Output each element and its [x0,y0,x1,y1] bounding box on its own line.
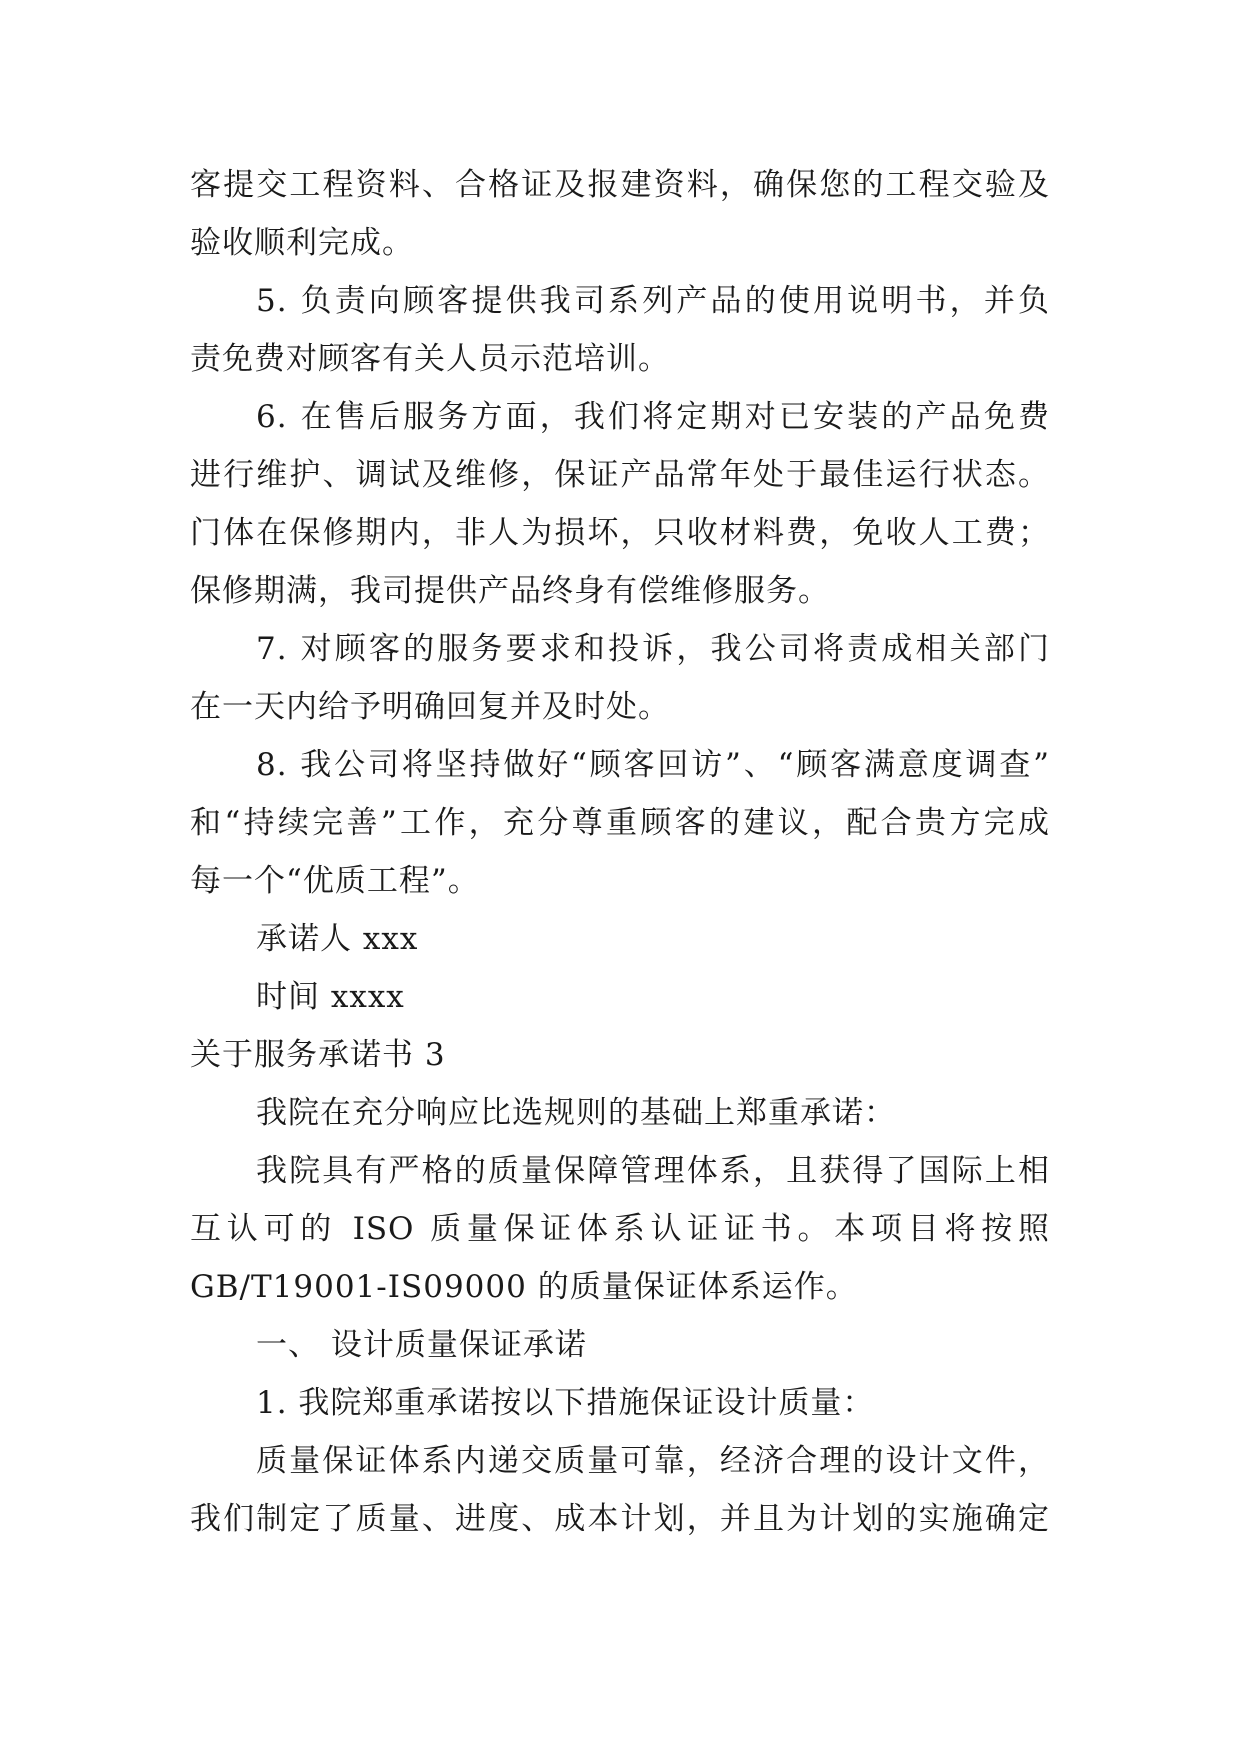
paragraph-line: 我院具有严格的质量保障管理体系，且获得了国际上相 [256,1153,1050,1189]
paragraph-line: 我院在充分响应比选规则的基础上郑重承诺： [256,1095,896,1131]
paragraph-line: 责免费对顾客有关人员示范培训。 [190,341,670,377]
paragraph-line: 在一天内给予明确回复并及时处。 [190,689,670,725]
paragraph-line: 进行维护、调试及维修，保证产品常年处于最佳运行状态。 [190,457,1050,493]
paragraph-line: 验收顺利完成。 [190,225,414,261]
paragraph-line: 互认可的 ISO 质量保证体系认证证书。本项目将按照 [190,1211,1050,1247]
paragraph-line: 保修期满，我司提供产品终身有偿维修服务。 [190,573,830,609]
paragraph-line: 门体在保修期内，非人为损坏，只收材料费，免收人工费； [190,515,1050,551]
paragraph-line: 客提交工程资料、合格证及报建资料，确保您的工程交验及 [190,167,1050,203]
list-item-6-line: 6. 在售后服务方面，我们将定期对已安装的产品免费 [256,399,1050,435]
subsection-heading: 一、 设计质量保证承诺 [256,1327,587,1363]
section-heading: 关于服务承诺书 3 [190,1037,446,1073]
document-body [190,156,1050,1548]
list-item-7-line: 7. 对顾客的服务要求和投诉，我公司将责成相关部门 [256,631,1050,667]
date-line: 时间 xxxx [256,979,405,1015]
signatory-line: 承诺人 xxx [256,921,419,957]
paragraph-line: GB/T19001-IS09000 的质量保证体系运作。 [190,1269,858,1305]
paragraph-line: 我们制定了质量、进度、成本计划，并且为计划的实施确定 [190,1501,1050,1537]
paragraph-line: 每一个“优质工程”。 [190,863,480,899]
list-item-1-line: 1. 我院郑重承诺按以下措施保证设计质量： [256,1385,875,1421]
paragraph-line: 和“持续完善”工作，充分尊重顾客的建议，配合贵方完成 [190,805,1050,841]
paragraph-line: 质量保证体系内递交质量可靠，经济合理的设计文件， [256,1443,1050,1479]
list-item-5-line: 5. 负责向顾客提供我司系列产品的使用说明书，并负 [256,283,1050,319]
list-item-8-line: 8. 我公司将坚持做好“顾客回访”、“顾客满意度调查” [256,747,1050,783]
